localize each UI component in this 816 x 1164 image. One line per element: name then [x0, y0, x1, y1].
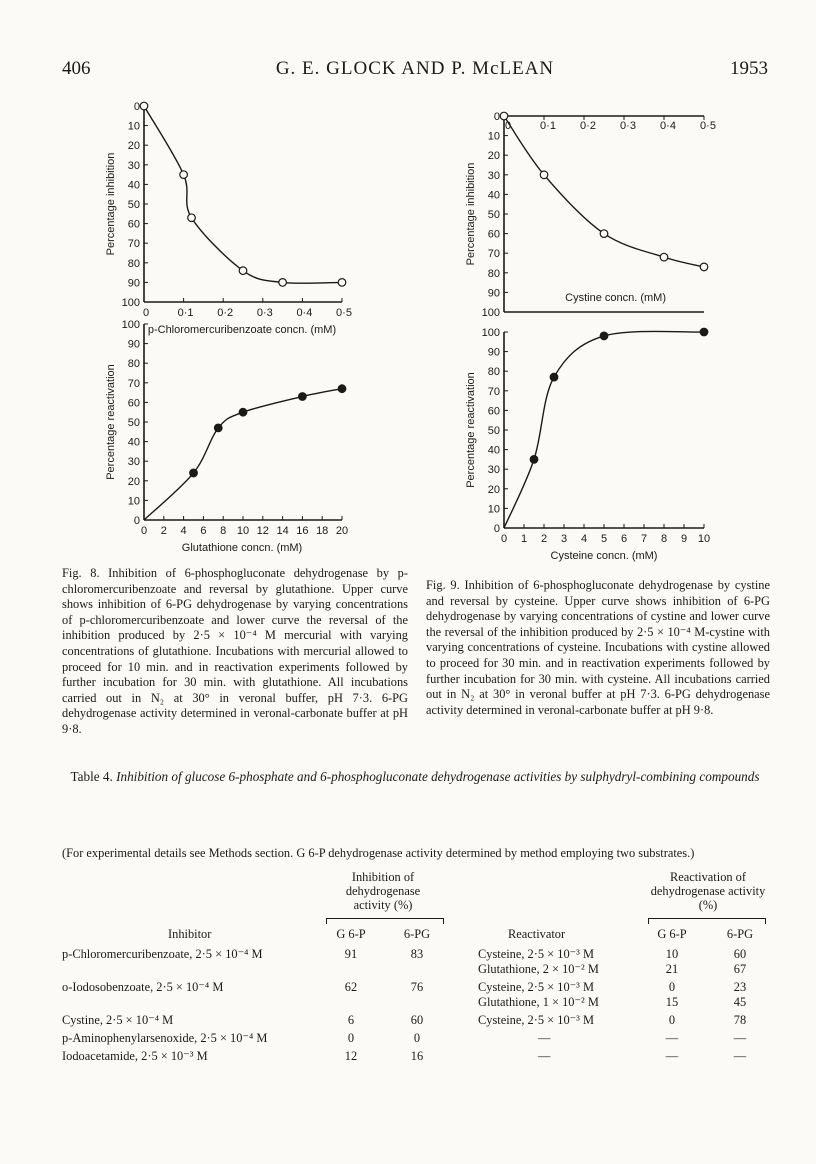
fig8-lower-y-tick-label: 40	[127, 436, 140, 449]
fig8-upper-x-tick-label: 0	[142, 307, 150, 319]
table-row-3-re-6pg: 78	[733, 1013, 747, 1027]
fig8-lower-y-tick-label: 70	[127, 377, 140, 390]
fig9-upper-data-point	[500, 112, 508, 120]
fig9-lower-y-tick-label: 50	[487, 425, 500, 437]
fig8-upper-y-tick-label: 60	[127, 218, 140, 231]
col-header-inhibitor: Inhibitor	[168, 927, 212, 941]
fig9-lower-series-line	[504, 331, 704, 528]
fig9-upper-y-axis-label: Percentage inhibition	[465, 162, 477, 266]
fig8-upper-data-point	[188, 214, 196, 222]
fig9-upper-data-point	[600, 230, 608, 238]
fig8-upper-y-tick-label: 100	[121, 297, 140, 309]
fig9-upper-data-point	[540, 171, 548, 179]
fig8-lower-x-tick-label: 2	[160, 525, 167, 537]
fig9-upper-y-tick-label: 50	[487, 209, 500, 221]
fig9-upper-y-tick-label: 100	[481, 307, 500, 319]
fig9-lower-y-tick-label: 70	[487, 385, 500, 398]
table-row-1a-reactivator: Cysteine, 2·5 × 10⁻³ M	[478, 947, 595, 961]
fig8-upper-y-axis-label: Percentage inhibition	[105, 152, 117, 256]
table-row-1-inhibitor: p-Chloromercuribenzoate, 2·5 × 10⁻⁴ M	[62, 947, 263, 961]
table-4-caption: Inhibition of glucose 6-phosphate and 6-phosphogluconate dehydrogenase activities by sulphydryl-combining compounds	[116, 769, 760, 784]
fig8-lower-y-tick-label: 60	[127, 397, 140, 410]
table-row-2a-reactivator: Cysteine, 2·5 × 10⁻³ M	[478, 980, 595, 994]
fig9-upper-x-tick-label: 0·5	[700, 120, 716, 132]
fig8-upper-x-tick-label: 0·4	[296, 307, 313, 319]
fig9-lower-x-tick-label: 8	[660, 533, 668, 545]
table-4-title	[62, 768, 768, 785]
table-row-2-inh-g6p: 62	[344, 980, 358, 994]
fig9-upper-data-point	[700, 263, 708, 271]
fig8-lower-x-tick-label: 0	[140, 525, 148, 537]
fig9-upper-y-tick-label: 0	[493, 111, 500, 123]
figure-8-label: Fig. 8.	[62, 566, 100, 580]
figure-9-text: Inhibition of 6-phosphogluconate dehydrogenase by cystine and reversal by cysteine. Upper curve shows inhibition of 6-PG dehydrogenase by varying concentrations of cystine and lower curve the reversal of the inhibition produced by 2·5 × 10⁻⁴ M-cystine with varying concentrations of cysteine. Incubations with cystine allowed to proceed for 30 min. and in reactivation experiments followed by further incubation for 30 min. with cysteine. All incubations carried out in N₂ at 30° in veronal buffer at pH 7·3. 6-PG dehydrogenase activity determined in veronal-carbonate buffer at pH 9·8.	[426, 578, 770, 717]
fig9-lower-x-tick-label: 10	[697, 533, 711, 545]
table-row-3-inhibitor: Cystine, 2·5 × 10⁻⁴ M	[62, 1013, 174, 1027]
table-row-1a-re-g6p: 10	[665, 947, 679, 961]
table-row-4-inh-g6p: 0	[347, 1031, 355, 1045]
header-brace-inhibition	[326, 918, 444, 924]
fig9-upper-y-tick-label: 30	[487, 169, 500, 182]
fig8-lower-x-axis-label: Glutathione concn. (mM)	[181, 542, 303, 554]
col-header-inh-6pg: 6-PG	[403, 927, 431, 941]
page-number: 406	[62, 58, 91, 79]
fig8-upper-x-tick-label: 0·1	[177, 307, 194, 319]
fig8-upper-y-tick-label: 10	[127, 120, 140, 133]
fig9-upper-x-tick-label: 0·2	[580, 120, 596, 132]
fig8-upper-y-tick-label: 80	[127, 257, 140, 270]
table-row-1-inh-6pg: 83	[410, 947, 424, 961]
table-row-3-reactivator: Cysteine, 2·5 × 10⁻³ M	[478, 1013, 595, 1027]
fig8-upper-y-tick-label: 40	[127, 179, 140, 192]
table-4-label: Table 4.	[70, 769, 113, 784]
fig9-lower-x-tick-label: 7	[640, 533, 648, 545]
fig8-upper-data-point	[140, 102, 148, 110]
figure-8-caption	[62, 566, 408, 738]
fig8-lower-data-point	[299, 393, 307, 401]
table-row-1-inh-g6p: 91	[344, 947, 358, 961]
fig9-upper-x-tick-label: 0·4	[660, 120, 676, 132]
fig9-upper-data-point	[660, 253, 668, 261]
fig8-lower-x-tick-label: 10	[236, 525, 250, 537]
table-row-5-inh-6pg: 16	[410, 1049, 424, 1063]
fig9-lower-x-tick-label: 0	[500, 533, 508, 545]
table-row-1b-re-6pg: 67	[733, 962, 747, 976]
table-row-5-reactivator: —	[538, 1049, 551, 1063]
fig9-upper-y-tick-label: 40	[487, 189, 500, 202]
fig8-lower-y-tick-label: 30	[127, 456, 140, 469]
fig8-upper-data-point	[180, 171, 188, 179]
figure-9-caption	[426, 578, 770, 718]
table-row-4-inhibitor: p-Aminophenylarsenoxide, 2·5 × 10⁻⁴ M	[62, 1031, 268, 1045]
fig8-upper-y-tick-label: 90	[127, 277, 140, 290]
fig8-upper-y-tick-label: 0	[133, 101, 140, 113]
header-group-inhibition: Inhibition of dehydrogenase activity (%)	[345, 870, 421, 912]
table-row-1b-re-g6p: 21	[665, 962, 679, 976]
fig8-lower-x-tick-label: 18	[316, 525, 329, 537]
fig8-lower-x-tick-label: 4	[180, 525, 187, 537]
fig9-lower-y-tick-label: 20	[487, 483, 500, 496]
fig8-upper-y-tick-label: 20	[127, 140, 140, 153]
col-header-re-g6p: G 6-P	[657, 927, 687, 941]
fig8-lower-x-tick-label: 16	[296, 525, 309, 537]
fig8-lower-data-point	[239, 408, 247, 416]
header-group-reactivation: Reactivation of dehydrogenase activity (%)	[650, 870, 766, 912]
table-row-2a-re-6pg: 23	[733, 980, 747, 994]
fig8-upper-data-point	[279, 279, 287, 287]
figure-9-label: Fig. 9.	[426, 578, 460, 592]
col-header-re-6pg: 6-PG	[726, 927, 754, 941]
fig9-upper-x-tick-label: 0·1	[540, 120, 556, 132]
fig9-upper-x-tick-label: 0	[504, 120, 512, 132]
figure-8-text: Inhibition of 6-phosphogluconate dehydrogenase by p-chloromercuribenzoate and reversal by glutathione. Upper curve shows inhibition of 6-PG dehydrogenase by varying concentrations of p-chloromercuribenzoate and lower curve the reversal of the inhibition produced by 2·5 × 10⁻⁴ M mercurial with varying concentrations of glutathione. Incubations with mercurial allowed to proceed for 10 min. and in reactivation experiments followed by further incubation for 30 min. with glutathione. All incubations carried out in N₂ at 30° in veronal buffer, pH 7·3. 6-PG dehydrogenase activity determined in veronal-carbonate buffer at pH 9·8.	[62, 566, 408, 736]
fig8-lower-y-tick-label: 50	[127, 417, 140, 429]
fig9-upper-y-tick-label: 80	[487, 267, 500, 280]
fig9-upper-series-line	[504, 116, 704, 267]
fig8-upper-x-tick-label: 0·5	[336, 307, 352, 319]
fig9-upper-y-tick-label: 70	[487, 248, 500, 261]
fig8-upper-y-tick-label: 70	[127, 238, 140, 251]
fig9-lower-x-tick-label: 9	[680, 533, 688, 545]
table-row-5-inh-g6p: 12	[344, 1049, 358, 1063]
fig9-lower-x-tick-label: 1	[520, 533, 528, 545]
year: 1953	[730, 58, 768, 79]
fig8-lower-y-tick-label: 10	[127, 495, 140, 508]
fig8-lower-x-tick-label: 6	[200, 525, 207, 537]
fig9-lower-y-tick-label: 100	[481, 327, 500, 339]
table-row-1a-re-6pg: 60	[733, 947, 747, 961]
header-brace-reactivation	[648, 918, 766, 924]
fig8-upper-data-point	[239, 267, 247, 275]
fig8-lower-x-tick-label: 14	[276, 525, 289, 537]
table-row-5-re-6pg: —	[733, 1049, 747, 1063]
fig8-upper-x-tick-label: 0·3	[256, 307, 273, 319]
table-row-2a-re-g6p: 0	[668, 980, 676, 994]
fig9-lower-x-tick-label: 4	[580, 533, 588, 545]
table-row-3-inh-6pg: 60	[410, 1013, 424, 1027]
table-row-2-inh-6pg: 76	[410, 980, 424, 994]
table-row-2b-re-g6p: 15	[665, 995, 679, 1009]
fig9-lower-y-axis-label: Percentage reactivation	[465, 372, 477, 488]
table-row-3-re-g6p: 0	[668, 1013, 676, 1027]
col-header-inh-g6p: G 6-P	[336, 927, 366, 941]
fig9-lower-data-point	[550, 373, 558, 381]
fig8-lower-x-tick-label: 20	[335, 525, 349, 537]
fig8-lower-y-tick-label: 90	[127, 338, 140, 351]
table-row-5-re-g6p: —	[665, 1049, 679, 1063]
table-4-note: (For experimental details see Methods section. G 6-P dehydrogenase activity determined by method employing two substrates.)	[62, 846, 695, 860]
fig8-lower-x-tick-label: 8	[220, 525, 227, 537]
fig9-upper-y-tick-label: 10	[487, 130, 500, 143]
fig8-lower-data-point	[214, 424, 222, 432]
table-row-2-inhibitor: o-Iodosobenzoate, 2·5 × 10⁻⁴ M	[62, 980, 224, 994]
running-head: G. E. GLOCK AND P. McLEAN	[275, 58, 555, 79]
fig8-lower-y-tick-label: 0	[133, 515, 140, 527]
fig8-lower-y-axis-label: Percentage reactivation	[105, 364, 117, 480]
fig9-lower-x-tick-label: 6	[620, 533, 628, 545]
fig8-upper-series-line	[144, 106, 342, 283]
figure-8	[96, 92, 386, 562]
fig8-lower-y-tick-label: 80	[127, 358, 140, 371]
table-row-2b-reactivator: Glutathione, 1 × 10⁻² M	[478, 995, 599, 1009]
fig9-lower-y-tick-label: 0	[493, 523, 500, 535]
table-row-2b-re-6pg: 45	[733, 995, 747, 1009]
table-row-5-inhibitor: Iodoacetamide, 2·5 × 10⁻³ M	[62, 1049, 208, 1063]
fig9-lower-x-tick-label: 5	[600, 533, 608, 545]
fig9-upper-x-tick-label: 0·3	[620, 120, 636, 132]
table-row-4-reactivator: —	[538, 1031, 551, 1045]
fig8-lower-data-point	[338, 385, 346, 393]
fig9-lower-y-tick-label: 30	[487, 464, 500, 477]
table-row-4-re-6pg: —	[733, 1031, 747, 1045]
running-header	[62, 58, 768, 88]
fig9-lower-x-tick-label: 3	[560, 533, 568, 545]
fig9-lower-x-tick-label: 2	[540, 533, 548, 545]
table-row-3-inh-g6p: 6	[347, 1013, 355, 1027]
fig9-lower-y-tick-label: 10	[487, 503, 500, 516]
fig9-upper-y-tick-label: 60	[487, 228, 500, 241]
fig9-lower-y-tick-label: 60	[487, 405, 500, 418]
fig9-upper-y-tick-label: 20	[487, 150, 500, 163]
col-header-reactivator: Reactivator	[508, 927, 566, 941]
fig9-upper-x-axis-label: Cystine concn. (mM)	[565, 292, 666, 304]
fig8-upper-y-tick-label: 50	[127, 199, 140, 211]
fig8-lower-y-tick-label: 100	[121, 319, 140, 331]
fig9-lower-y-tick-label: 80	[487, 366, 500, 379]
fig9-lower-y-tick-label: 40	[487, 444, 500, 457]
figure-9	[456, 100, 756, 570]
fig8-upper-y-tick-label: 30	[127, 159, 140, 172]
table-row-4-inh-6pg: 0	[413, 1031, 421, 1045]
fig9-lower-data-point	[530, 456, 538, 464]
fig9-upper-y-tick-label: 90	[487, 287, 500, 300]
fig9-lower-data-point	[600, 332, 608, 340]
table-row-4-re-g6p: —	[665, 1031, 679, 1045]
fig9-lower-x-axis-label: Cysteine concn. (mM)	[550, 550, 658, 562]
fig8-lower-data-point	[190, 469, 198, 477]
fig8-lower-y-tick-label: 20	[127, 475, 140, 488]
fig9-lower-y-tick-label: 90	[487, 346, 500, 359]
fig8-lower-x-tick-label: 12	[256, 525, 269, 537]
table-row-1b-reactivator: Glutathione, 2 × 10⁻² M	[478, 962, 599, 976]
fig9-lower-data-point	[700, 328, 708, 336]
fig8-upper-x-axis-label: p-Chloromercuribenzoate concn. (mM)	[147, 324, 337, 336]
fig8-upper-data-point	[338, 279, 346, 287]
fig8-upper-x-tick-label: 0·2	[217, 307, 234, 319]
